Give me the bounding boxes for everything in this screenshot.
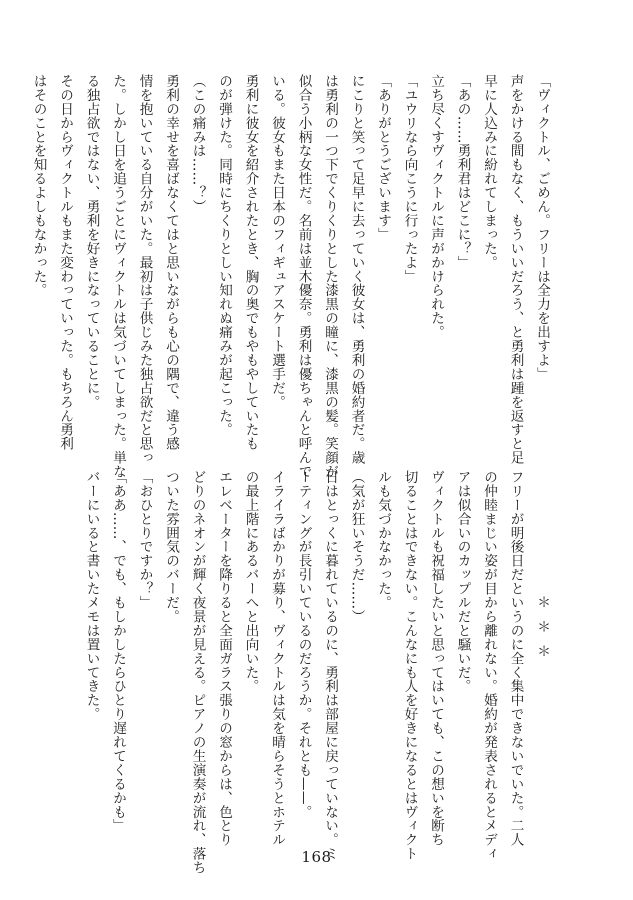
page-number: 168 bbox=[301, 848, 332, 866]
text-line: 立ち尽くすヴィクトルに声がかけられた。 bbox=[428, 74, 444, 340]
text-line: 声をかける間もなく、もういいだろう、と勇利は踵を返すと足 bbox=[507, 74, 524, 465]
text-line: 「ああ……、でも、もしかしたらひとり遅れてくるかも」 bbox=[110, 470, 126, 833]
text-line: の最上階にあるバーへと出向いた。 bbox=[242, 470, 259, 694]
text-line: は勇利の一つ下でくりくりとした漆黒の瞳に、漆黒の髪。笑顔が bbox=[322, 74, 338, 479]
text-line: 切ることはできない。こんなにも人を好きになるとはヴィクト bbox=[401, 470, 418, 861]
text-line: エレベーターを降りると全面ガラス張りの窓からは、色とり bbox=[216, 470, 232, 847]
upper-text-block bbox=[30, 74, 555, 479]
text-line: アは似合いのカップルだと騒いだ。 bbox=[454, 470, 471, 694]
text-line: 「おひとりですか？」 bbox=[136, 470, 153, 610]
text-line: はそのことを知るよしもなかった。 bbox=[30, 74, 47, 298]
text-line: にこりと笑って足早に去っていく彼女は、勇利の婚約者だ。歳 bbox=[348, 74, 365, 465]
text-line: ルも気づかなかった。 bbox=[375, 470, 391, 610]
text-line: 「ヴィクトル、ごめん。フリーは全力を出すよ」 bbox=[534, 74, 550, 381]
text-line: ついた雰囲気のバーだ。 bbox=[163, 470, 179, 624]
text-line: ーティングが長引いているのだろうか。それとも——。 bbox=[295, 470, 312, 819]
text-line: （気が狂いそうだ……） bbox=[348, 470, 365, 624]
text-line: 似合う小柄な女性だ。名前は並木優奈。勇利は優ちゃんと呼んで bbox=[295, 74, 312, 479]
text-line: その日からヴィクトルもまた変わっていった。もちろん勇利 bbox=[57, 74, 73, 451]
text-line: いる。彼女もまた日本のフィギュアスケート選手だ。 bbox=[269, 74, 285, 409]
text-line: ヴィクトルも祝福したいと思ってはいても、この想いを断ち bbox=[428, 470, 444, 847]
text-line: のが弾けた。同時にちくりとしい知れぬ痛みが起こった。 bbox=[216, 74, 232, 437]
text-line: た。しかし日を追うごとにヴィクトルは気づいてしまった。単な bbox=[110, 74, 126, 479]
text-line: （この痛みは……？） bbox=[189, 74, 206, 214]
text-line: どりのネオンが輝く夜景が見える。ピアノの生演奏が流れ、落ち bbox=[189, 470, 206, 875]
text-line: 早に人込みに紛れてしまった。 bbox=[481, 74, 497, 270]
text-line: 「あの……勇利君はどこに？」 bbox=[454, 74, 471, 270]
text-line: 勇利の幸せを喜ばなくてはと思いながらも心の隅で、違う感 bbox=[163, 74, 179, 451]
text-line: バーにいると書いたメモは置いてきた。 bbox=[83, 470, 100, 722]
text-line: 「ありがとうございます」 bbox=[375, 74, 391, 242]
text-line: 日はとっくに暮れているのに、勇利は部屋に戻っていない。ミ bbox=[322, 470, 338, 861]
text-line: フリーが明後日だというのに全く集中できないでいた。二人 bbox=[507, 470, 524, 847]
text-line: 情を抱いている自分がいた。最初は子供じみた独占欲だと思っ bbox=[136, 74, 153, 465]
text-line: る独占欲ではない、勇利を好きになっていることに。 bbox=[83, 74, 100, 409]
text-line: 「ユウリなら向こうに行ったよ」 bbox=[401, 74, 418, 284]
text-line: の仲睦まじい姿が目から離れない。婚約が発表されるとメディ bbox=[481, 470, 497, 861]
text-line: 勇利に彼女を紹介されたとき、胸の奥でもやもやしていたも bbox=[242, 74, 259, 451]
text-line: イライラばかりが募り、ヴィクトルは気を晴らそうとホテル bbox=[269, 470, 285, 847]
scene-separator: ＊＊＊ bbox=[534, 595, 550, 669]
